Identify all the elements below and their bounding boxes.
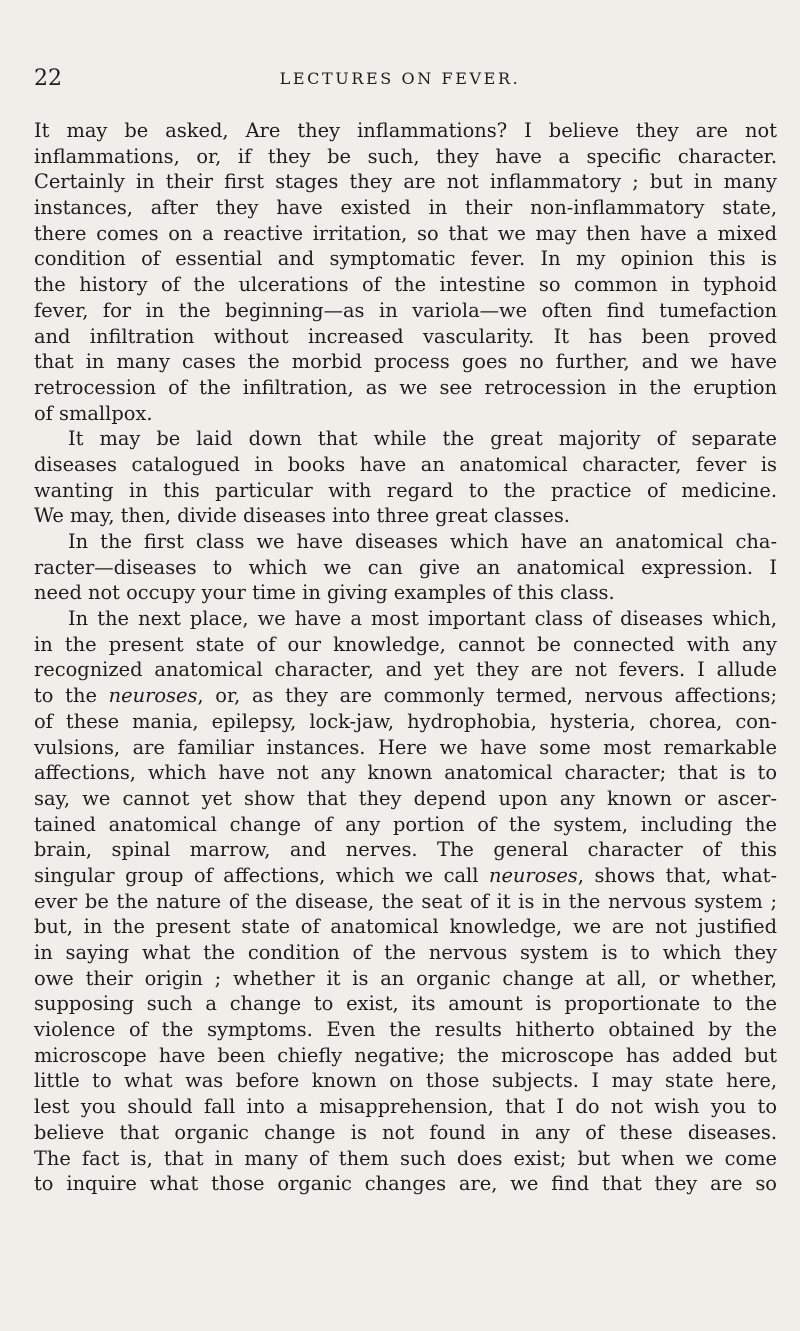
text-line: The fact is, that in many of them such does exist; but when we come xyxy=(34,1146,777,1170)
page-number: 22 xyxy=(34,66,62,91)
text-line: that in many cases the morbid process goes no further, and we have xyxy=(34,350,777,374)
text-line: of these mania, epilepsy, lock-jaw, hydrophobia, hysteria, chorea, con- xyxy=(34,709,777,733)
text-line: say, we cannot yet show that they depend upon any known or ascer- xyxy=(34,786,777,810)
text-line: need not occupy your time in giving examples of this class. xyxy=(34,581,615,605)
text-line: diseases catalogued in books have an anatomical character, fever is xyxy=(34,452,777,476)
text-line: the history of the ulcerations of the intestine so common in typhoid xyxy=(34,273,777,297)
text-line: racter—diseases to which we can give an anatomical expression. I xyxy=(34,555,777,579)
body-text xyxy=(34,118,777,1197)
text-line: In the next place, we have a most important class of diseases which, xyxy=(68,607,777,631)
text-line: lest you should fall into a misapprehension, that I do not wish you to xyxy=(34,1095,777,1119)
text-line: to the neuroses, or, as they are commonly termed, nervous affections; xyxy=(34,684,777,708)
text-line: retrocession of the infiltration, as we see retrocession in the eruption xyxy=(34,375,777,399)
text-line: believe that organic change is not found in any of these diseases. xyxy=(34,1120,777,1144)
text-line: recognized anatomical character, and yet they are not fevers. I allude xyxy=(34,658,777,682)
text-line: supposing such a change to exist, its amount is proportionate to the xyxy=(34,992,777,1016)
text-line: instances, after they have existed in their non-inflammatory state, xyxy=(34,196,777,220)
text-line: to inquire what those organic changes are, we find that they are so xyxy=(34,1172,777,1196)
text-line: violence of the symptoms. Even the results hitherto obtained by the xyxy=(34,1018,777,1042)
text-line: It may be laid down that while the great majority of separate xyxy=(68,427,777,451)
text-line: condition of essential and symptomatic fever. In my opinion this is xyxy=(34,247,777,271)
text-line: there comes on a reactive irritation, so that we may then have a mixed xyxy=(34,221,777,245)
text-line: owe their origin ; whether it is an organic change at all, or whether, xyxy=(34,966,777,990)
text-line: We may, then, divide diseases into three great classes. xyxy=(34,504,570,528)
page-header xyxy=(0,66,800,92)
text-line: fever, for in the beginning—as in variola—we often find tumefaction xyxy=(34,298,777,322)
text-line: but, in the present state of anatomical knowledge, we are not justified xyxy=(34,915,777,939)
text-line: Certainly in their first stages they are not inflammatory ; but in many xyxy=(34,170,777,194)
text-line: in saying what the condition of the nervous system is to which they xyxy=(34,941,777,964)
text-line: affections, which have not any known anatomical character; that is to xyxy=(34,761,777,785)
text-line: brain, spinal marrow, and nerves. The general character of this xyxy=(34,838,777,862)
text-line: in the present state of our knowledge, cannot be connected with any xyxy=(34,632,777,656)
text-line: singular group of affections, which we call neuroses, shows that, what- xyxy=(34,863,777,887)
text-line: microscope have been chiefly negative; the microscope has added but xyxy=(34,1043,777,1067)
text-line: ever be the nature of the disease, the seat of it is in the nervous system ; xyxy=(34,889,777,913)
text-line: and infiltration without increased vascularity. It has been proved xyxy=(34,324,777,348)
text-line: little to what was before known on those subjects. I may state here, xyxy=(34,1069,777,1093)
text-line: of smallpox. xyxy=(34,401,153,425)
text-line: It may be asked, Are they inflammations? I believe they are not xyxy=(34,119,777,142)
text-line: inflammations, or, if they be such, they have a specific character. xyxy=(34,144,777,168)
text-line: vulsions, are familiar instances. Here we have some most remarkable xyxy=(34,735,777,759)
running-head: LECTURES ON FEVER. xyxy=(279,69,521,88)
text-line: tained anatomical change of any portion of the system, including the xyxy=(34,812,777,836)
text-line: wanting in this particular with regard to the practice of medicine. xyxy=(34,478,777,502)
text-line: In the first class we have diseases which have an anatomical cha- xyxy=(68,530,777,553)
